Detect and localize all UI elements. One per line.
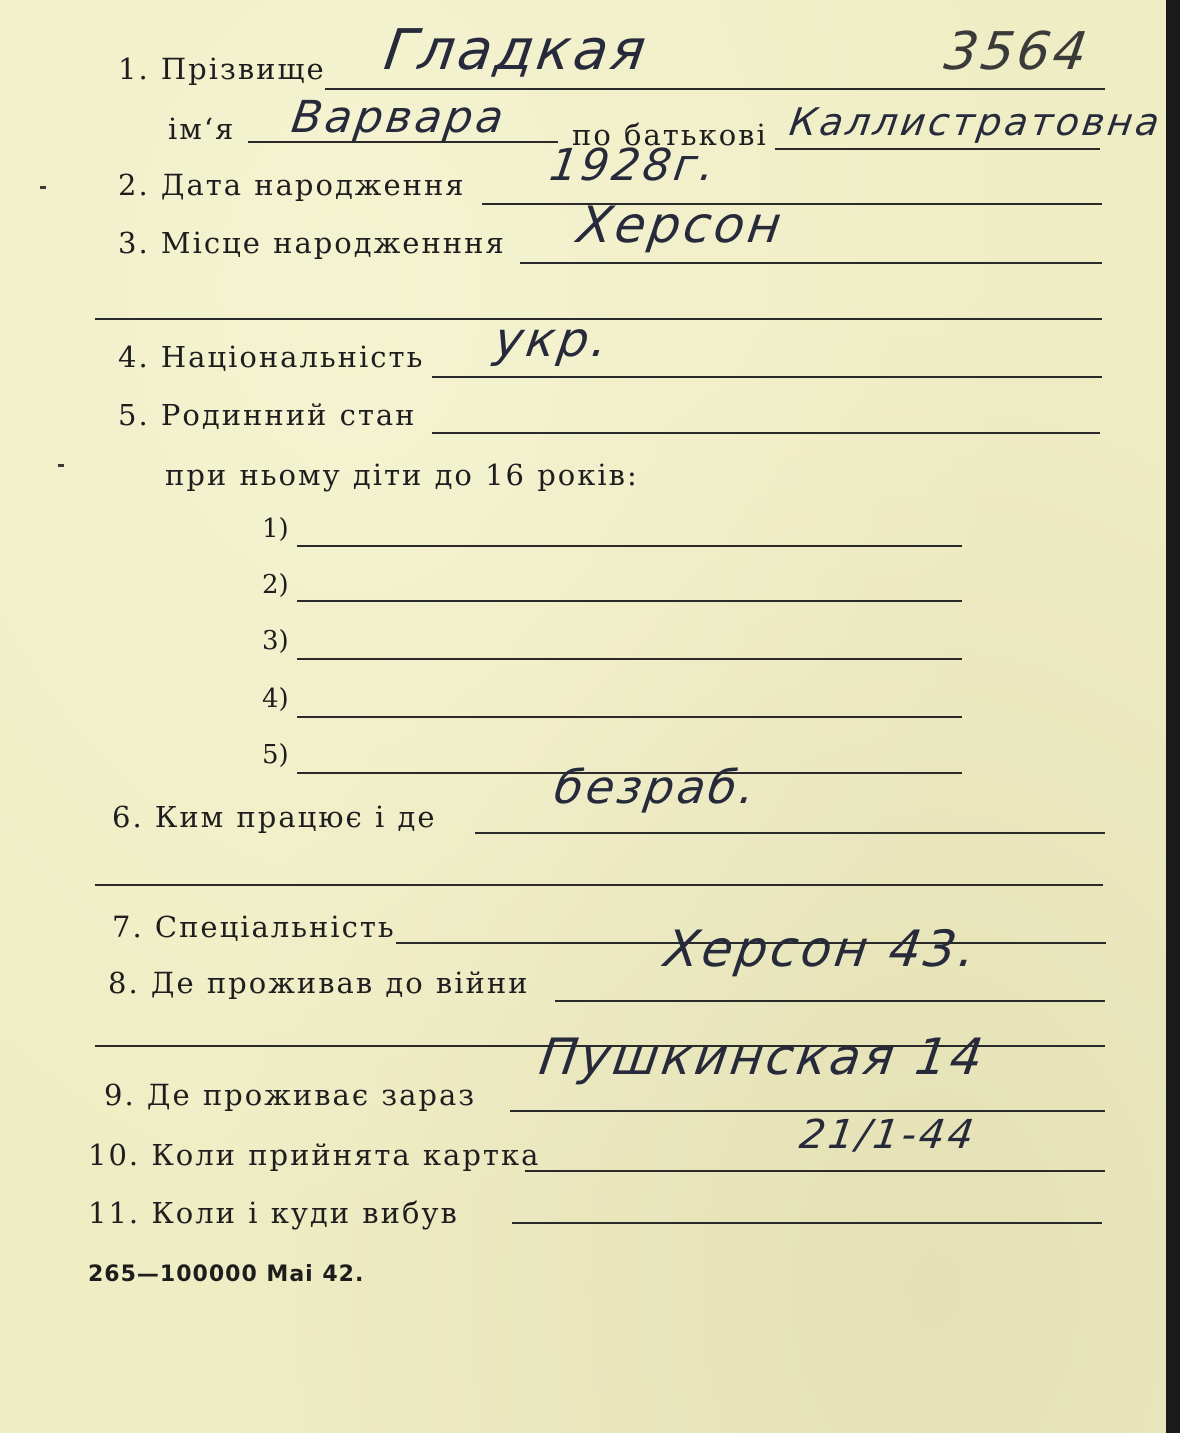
value-card-accepted: 21/1-44 — [796, 1112, 980, 1158]
line-departure — [512, 1222, 1102, 1224]
line-occupation — [475, 832, 1105, 834]
line-surname — [325, 88, 1105, 90]
line-birth-date — [482, 203, 1102, 205]
line-child-1 — [297, 545, 962, 547]
label-specialty: 7. Спеціальність — [112, 910, 396, 944]
label-birth-date: 2. Дата народження — [118, 168, 466, 202]
line-birth-place — [520, 262, 1102, 264]
value-patronymic: Каллистратовна — [786, 100, 1165, 144]
value-birth-date: 1928г. — [546, 140, 721, 191]
punch-mark — [40, 186, 46, 189]
card-number: 3564 — [940, 22, 1094, 82]
print-run-footer: 265—100000 Mai 42. — [88, 1262, 365, 1287]
label-card-accepted: 10. Коли прийнята картка — [88, 1138, 541, 1172]
label-birth-place: 3. Місце народженння — [118, 226, 506, 260]
value-prewar-residence: Херсон 43. — [660, 920, 983, 978]
label-prewar-residence: 8. Де проживав до війни — [108, 966, 530, 1000]
line-occupation-extra — [95, 884, 1103, 886]
label-nationality: 4. Національність — [118, 340, 425, 374]
card-edge-shadow — [1166, 0, 1180, 1433]
label-children: при ньому діти до 16 років: — [165, 458, 639, 492]
line-nationality — [432, 376, 1102, 378]
line-card-accepted — [525, 1170, 1105, 1172]
line-child-3 — [297, 658, 962, 660]
label-surname: 1. Прізвище — [118, 52, 326, 86]
label-child-1: 1) — [262, 514, 289, 544]
label-departure: 11. Коли і куди вибув — [88, 1196, 459, 1230]
label-child-4: 4) — [262, 684, 289, 714]
line-prewar-residence — [555, 1000, 1105, 1002]
line-patronymic — [775, 148, 1100, 150]
value-first-name: Варвара — [288, 92, 510, 143]
label-first-name: ім‘я — [168, 112, 236, 146]
value-surname: Гладкая — [380, 18, 653, 83]
label-child-2: 2) — [262, 570, 289, 600]
label-child-3: 3) — [262, 626, 289, 656]
label-patronymic: по батькові — [572, 118, 768, 152]
label-marital-status: 5. Родинний стан — [118, 398, 417, 432]
label-occupation: 6. Ким працює і де — [112, 800, 437, 834]
line-child-2 — [297, 600, 962, 602]
label-current-residence: 9. Де проживає зараз — [104, 1078, 477, 1112]
line-child-4 — [297, 716, 962, 718]
value-current-residence: Пушкинская 14 — [535, 1028, 990, 1086]
label-child-5: 5) — [262, 740, 289, 770]
value-birth-place: Херсон — [573, 196, 788, 254]
punch-mark — [58, 464, 64, 467]
value-occupation: безраб. — [551, 760, 762, 814]
value-nationality: укр. — [491, 312, 615, 368]
line-marital-status — [432, 432, 1100, 434]
